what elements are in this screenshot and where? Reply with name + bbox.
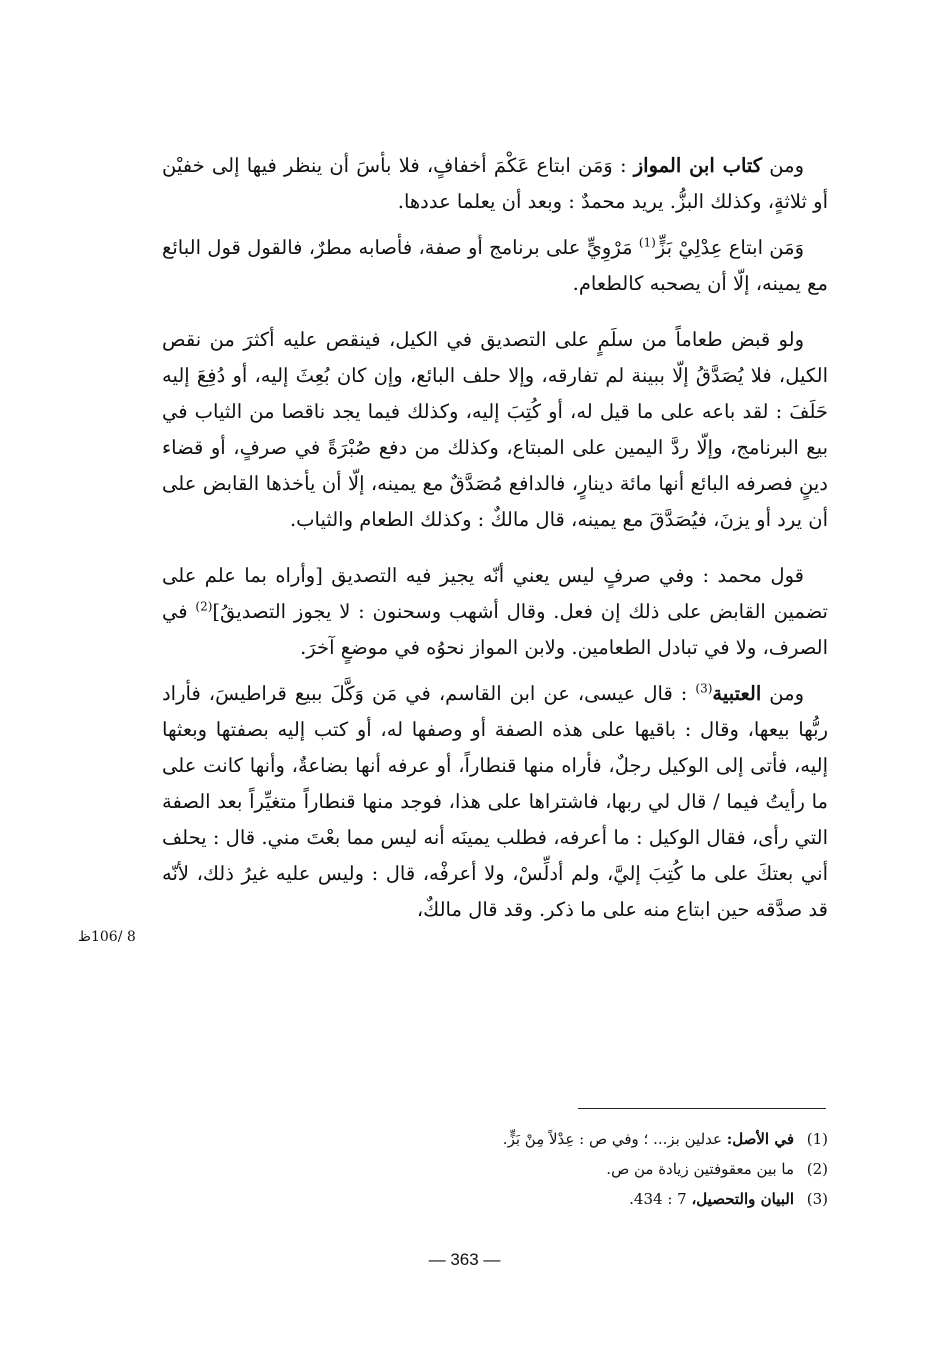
- text-run: : وَمَن ابتاع عَكْمَ أخفافٍ، فلا بأسَ أن ينظر فيها إلى خفيْن أو ثلاثةٍ، وكذلك البزُّ. يريد محمدٌ : وبعد أن يعلما عددها.: [162, 154, 828, 213]
- footnote: [300, 1184, 828, 1214]
- footnote-marker: (2): [195, 599, 213, 614]
- footnote-number: (3): [806, 1190, 828, 1208]
- footnote: [300, 1124, 828, 1154]
- text-run: وَمَن ابتاع عِدْلِيْ بَزٍّ: [655, 236, 805, 259]
- footnote-marker: (3): [695, 681, 713, 696]
- text-run: ولو قبض طعاماً من سلَمٍ على التصديق في الكيل، فينقص عليه أكثرَ من نقص الكيل، فلا يُصَدَّقُ إلّا ببينة لم تفارقه، وإلا حلف البائع، وإن كان بُعِثَ إليه، أو دُفِعَ إليه حَلَفَ : لقد باعه على ما قيل له، أو كُتِبَ إليه، وكذلك فيما يجد ناقصا من الثياب في بيع البرنامج، وإلّا ردَّ اليمين على المبتاع، وكذلك من دفع صُبْرَةً في صرفٍ، أو قضاء دينٍ فصرفه البائع أنها مائة دينارٍ، فالدافع مُصَدَّقٌ مع يمينه، إلّا أن يأخذها القابض على أن يرد أو يزنَ، فيُصَدَّقَ مع يمينه، قال مالكٌ : وكذلك الطعام والثياب.: [162, 328, 828, 531]
- text-run: 7 : 434.: [629, 1190, 692, 1208]
- paragraph: [162, 676, 828, 928]
- text-run: عدلين بز... ؛ وفي ص : عِدْلاً مِنْ بَزٍّ.: [502, 1130, 727, 1148]
- bold-text-run: كتاب ابن المواز: [633, 154, 763, 177]
- footnote-divider: [578, 1108, 826, 1109]
- paragraph: [162, 230, 828, 302]
- footnote-marker: (1): [638, 235, 656, 250]
- text-run: ومن: [762, 154, 804, 177]
- paragraph: [162, 558, 828, 666]
- text-run: : قال عيسى، عن ابن القاسم، في مَن وَكَّلَ ببيع قراطيسَ، فأراد ربُّها بيعها، وقال : باقيها على هذه الصفة أو وصفها له، أو كتب إليه بصفتها وبعثها إليه، فأتى إلى الوكيل رجلٌ، فأراه منها قنطاراً، أو عرفه أنها بضاعةٌ، وأنها كانت على ما رأيتُ فيما / قال لي ربها، فاشتراها على هذا، فوجد منها قنطاراً متغيِّراً بعد الصفة التي رأى، فقال الوكيل : ما أعرفه، فطلب يمينَه أنه ليس مما بعْتَ مني. قال : يحلف أني بعتكَ على ما كُتِبَ إليَّ، ولم أدلِّسْ، ولا أعرفْه، قال : وليس عليه غيرُ ذلك، لأنّه قد صدَّقه حين ابتاع منه على ما ذكر. وقد قال مالكٌ،: [162, 682, 828, 921]
- footnotes: [300, 1124, 828, 1214]
- folio-margin-note: 8 /106ظ: [78, 929, 136, 945]
- text-run: قول محمد : وفي صرفٍ ليس يعني أنّه يجيز فيه التصديق [وأراه بما علم على تضمين القابض على ذلك إن فعل. وقال أشهب وسحنون : لا يجوز التصديقُ]: [162, 564, 828, 623]
- bold-text-run: البيان والتحصيل،: [691, 1190, 794, 1208]
- text-run: مَرْوِيٍّ على برنامج أو صفة، فأصابه مطرٌ، فالقول قول البائع مع يمينه، إلّا أن يصحبه كالطعام.: [162, 236, 828, 295]
- footnote: [300, 1154, 828, 1184]
- main-text: [162, 148, 828, 938]
- text-run: في الصرف، ولا في تبادل الطعامين. ولابن المواز نحوُه في موضعٍ آخرَ.: [162, 600, 828, 659]
- footnote-number: (2): [806, 1160, 828, 1178]
- page-number: — 363 —: [428, 1250, 501, 1269]
- text-run: ما بين معقوفتين زيادة من ص.: [606, 1160, 794, 1178]
- footnote-number: (1): [806, 1130, 828, 1148]
- bold-text-run: العتبية: [712, 682, 762, 705]
- paragraph: [162, 148, 828, 220]
- paragraph: [162, 322, 828, 538]
- text-run: ومن: [761, 682, 804, 705]
- bold-text-run: في الأصل:: [726, 1130, 794, 1148]
